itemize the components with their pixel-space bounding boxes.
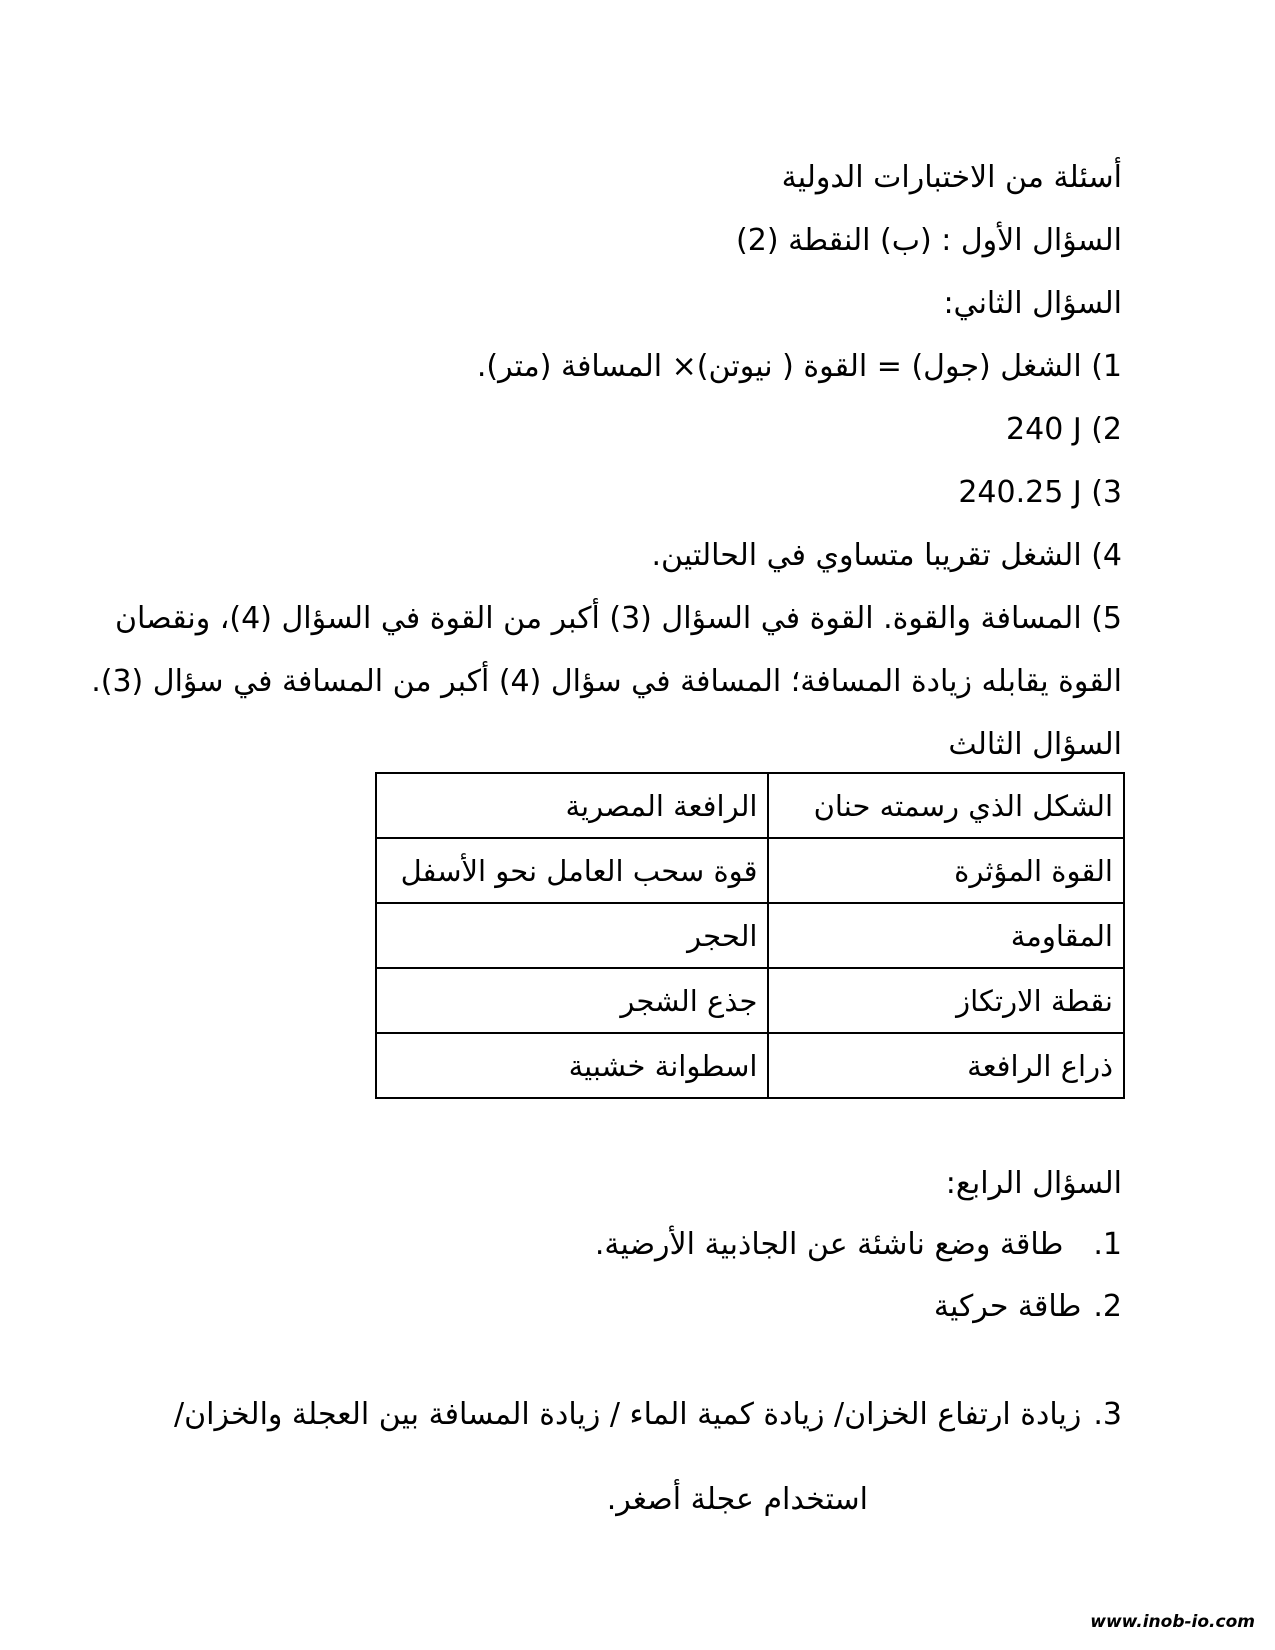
- table-row: [376, 968, 1124, 1033]
- question4-item-1: [595, 1221, 1122, 1269]
- answer-240-25J: 240.25 J (3: [958, 475, 1122, 510]
- table-row: [376, 903, 1124, 968]
- table-cell-value: جذع الشجر: [376, 968, 768, 1033]
- question4-item-3-line1: [174, 1391, 1122, 1439]
- question2-item-1: 1) الشغل (جول) = القوة ( نيوتن)× المسافة (متر).: [476, 349, 1122, 384]
- table-cell-value: اسطوانة خشبية: [376, 1033, 768, 1098]
- table-cell-label: المقاومة: [768, 903, 1124, 968]
- answer-240J: 240 J (2: [1006, 412, 1122, 447]
- question2-item-3: [140, 461, 1122, 524]
- list-item-text: طاقة حركية: [933, 1289, 1082, 1324]
- question3-title: السؤال الثالث: [948, 727, 1122, 762]
- list-number: 3.: [1093, 1397, 1122, 1432]
- list-item-text: طاقة وضع ناشئة عن الجاذبية الأرضية.: [594, 1227, 1064, 1262]
- list-number: 2.: [1093, 1289, 1122, 1324]
- question4-item-3-line2: استخدام عجلة أصغر.: [606, 1482, 868, 1517]
- table-cell-value: الرافعة المصرية: [376, 773, 768, 838]
- question1-answer-line: السؤال الأول : (ب) النقطة (2): [736, 223, 1122, 258]
- table-cell-value: الحجر: [376, 903, 768, 968]
- question3-answers-table: [375, 772, 1125, 1099]
- table-row: [376, 773, 1124, 838]
- questions-top-section: [91, 146, 1122, 776]
- table-cell-label: نقطة الارتكاز: [768, 968, 1124, 1033]
- question2-title: السؤال الثاني:: [943, 286, 1122, 321]
- list-item-text: زيادة ارتفاع الخزان/ زيادة كمية الماء / زيادة المسافة بين العجلة والخزان/: [174, 1397, 1082, 1432]
- table-cell-value: قوة سحب العامل نحو الأسفل: [376, 838, 768, 903]
- table-cell-label: الشكل الذي رسمته حنان: [768, 773, 1124, 838]
- question4-item-2: [934, 1283, 1122, 1331]
- list-number: 1.: [1093, 1227, 1122, 1262]
- website-watermark: www.inob-io.com: [1090, 1612, 1255, 1632]
- question2-item-2: [140, 398, 1122, 461]
- table-cell-label: ذراع الرافعة: [768, 1033, 1124, 1098]
- question2-item-5-line2: القوة يقابله زيادة المسافة؛ المسافة في سؤال (4) أكبر من المسافة في سؤال (3).: [91, 664, 1122, 699]
- question4-title: السؤال الرابع:: [945, 1166, 1122, 1201]
- question2-item-4: 4) الشغل تقريبا متساوي في الحالتين.: [651, 538, 1122, 573]
- table-cell-label: القوة المؤثرة: [768, 838, 1124, 903]
- question2-item-5-line1: 5) المسافة والقوة. القوة في السؤال (3) أكبر من القوة في السؤال (4)، ونقصان: [115, 601, 1122, 636]
- intro-line: أسئلة من الاختبارات الدولية: [781, 160, 1122, 195]
- table-row: [376, 1033, 1124, 1098]
- table-row: [376, 838, 1124, 903]
